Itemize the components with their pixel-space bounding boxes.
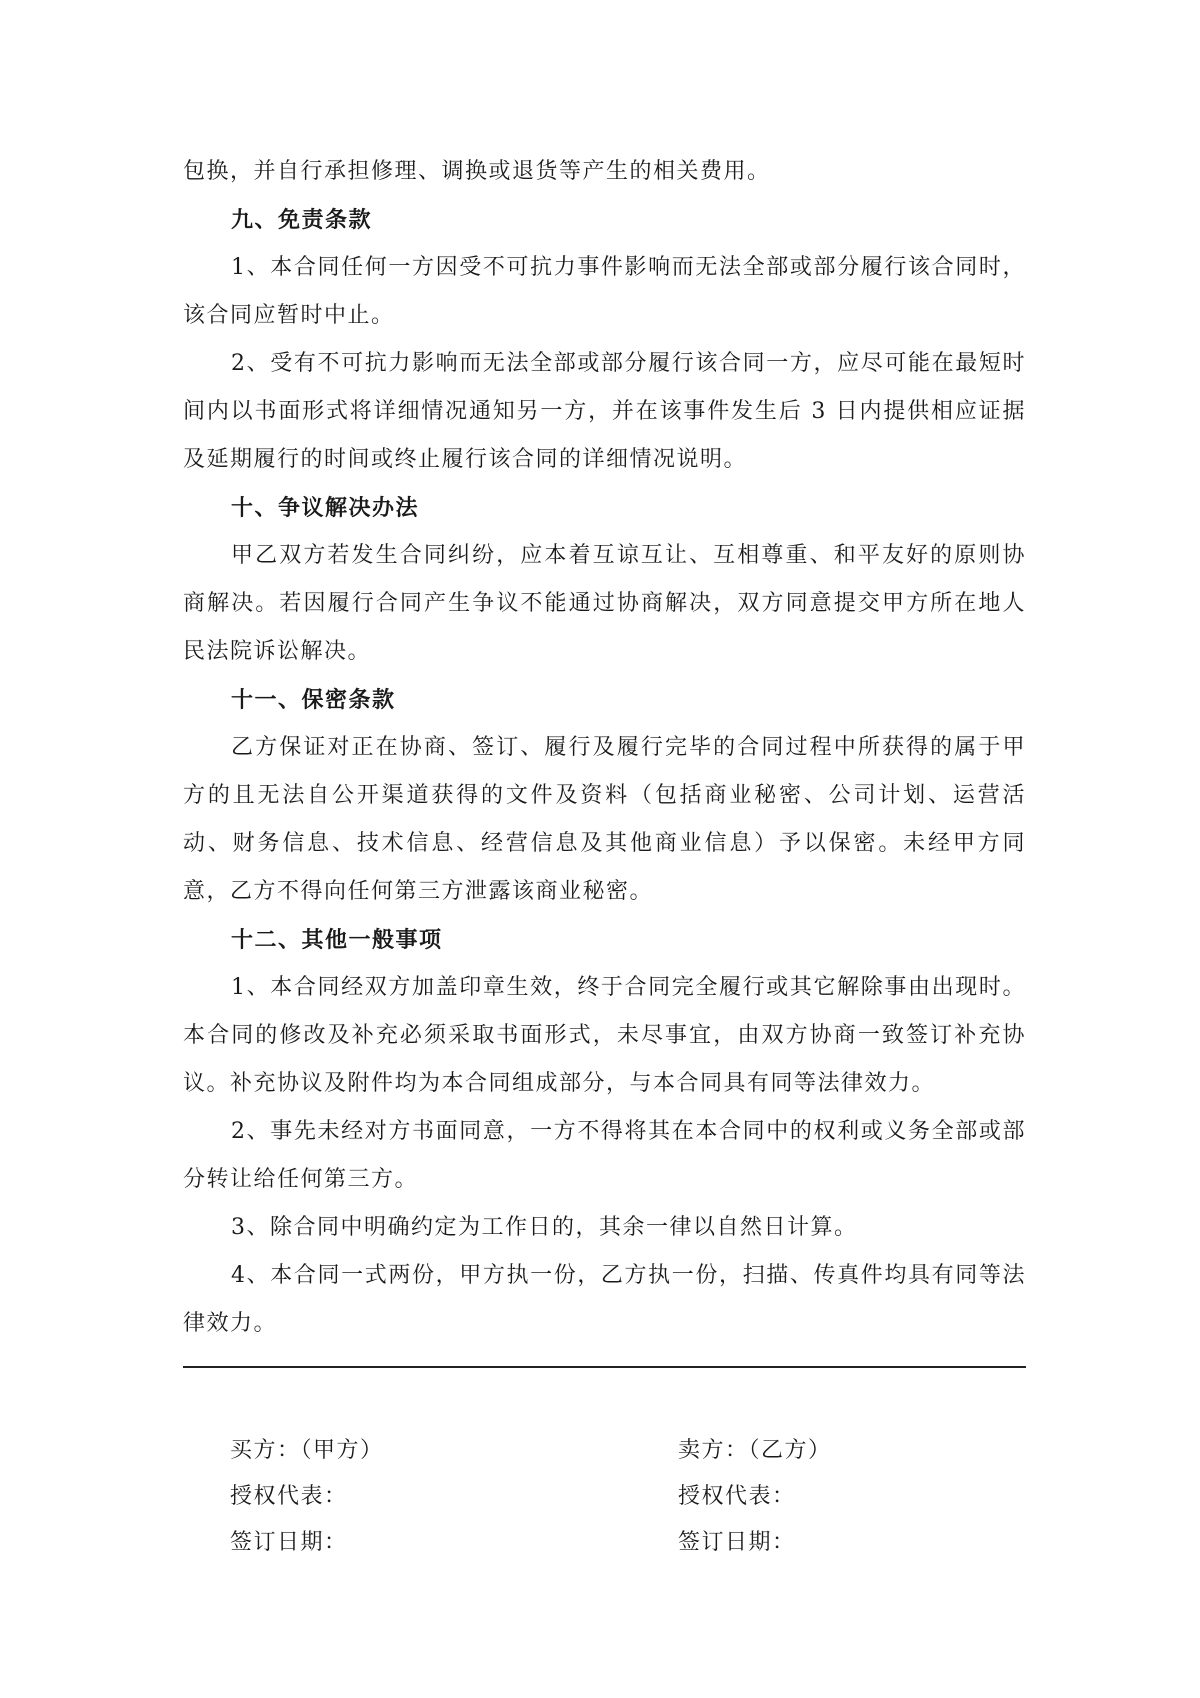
seller-signature-block	[678, 1428, 832, 1566]
clause-paragraph: 3、除合同中明确约定为工作日的，其余一律以自然日计算。	[231, 1215, 858, 1240]
section-heading: 十、争议解决办法	[231, 495, 420, 521]
clause-paragraph: 1、本合同经双方加盖印章生效，终于合同完全履行或其它解除事由出现时。本合同的修改及补充必须采取书面形式，未尽事宜，由双方协商一致签订补充协议。补充协议及附件均为本合同组成部分，与本合同具有同等法律效力。	[183, 975, 1026, 1096]
clause-paragraph: 乙方保证对正在协商、签订、履行及履行完毕的合同过程中所获得的属于甲方的且无法自公开渠道获得的文件及资料（包括商业秘密、公司计划、运营活动、财务信息、技术信息、经营信息及其他商业信息）予以保密。未经甲方同意，乙方不得向任何第三方泄露该商业秘密。	[183, 735, 1026, 904]
seller-party-label: 卖方：（乙方）	[678, 1438, 832, 1463]
divider-line	[183, 1366, 1026, 1368]
buyer-representative-label: 授权代表：	[230, 1484, 348, 1509]
clause-paragraph: 2、事先未经对方书面同意，一方不得将其在本合同中的权利或义务全部或部分转让给任何第三方。	[183, 1119, 1026, 1192]
section-heading: 九、免责条款	[231, 207, 373, 233]
seller-representative-label: 授权代表：	[678, 1484, 796, 1509]
section-heading: 十一、保密条款	[231, 687, 396, 713]
seller-sign-date-label: 签订日期：	[678, 1530, 796, 1555]
contract-body	[183, 148, 1026, 1348]
buyer-signature-block	[230, 1428, 384, 1566]
clause-paragraph: 2、受有不可抗力影响而无法全部或部分履行该合同一方，应尽可能在最短时间内以书面形式将详细情况通知另一方，并在该事件发生后 3 日内提供相应证据及延期履行的时间或终止履行该合同的详细情况说明。	[183, 351, 1026, 472]
clause-paragraph: 甲乙双方若发生合同纠纷，应本着互谅互让、互相尊重、和平友好的原则协商解决。若因履行合同产生争议不能通过协商解决，双方同意提交甲方所在地人民法院诉讼解决。	[183, 543, 1026, 664]
buyer-sign-date-label: 签订日期：	[230, 1530, 348, 1555]
clause-paragraph: 4、本合同一式两份，甲方执一份，乙方执一份，扫描、传真件均具有同等法律效力。	[183, 1263, 1026, 1336]
clause-paragraph: 包换，并自行承担修理、调换或退货等产生的相关费用。	[183, 159, 771, 184]
section-heading: 十二、其他一般事项	[231, 927, 443, 953]
clause-paragraph: 1、本合同任何一方因受不可抗力事件影响而无法全部或部分履行该合同时，该合同应暂时中止。	[183, 255, 1026, 328]
buyer-party-label: 买方：（甲方）	[230, 1438, 384, 1463]
